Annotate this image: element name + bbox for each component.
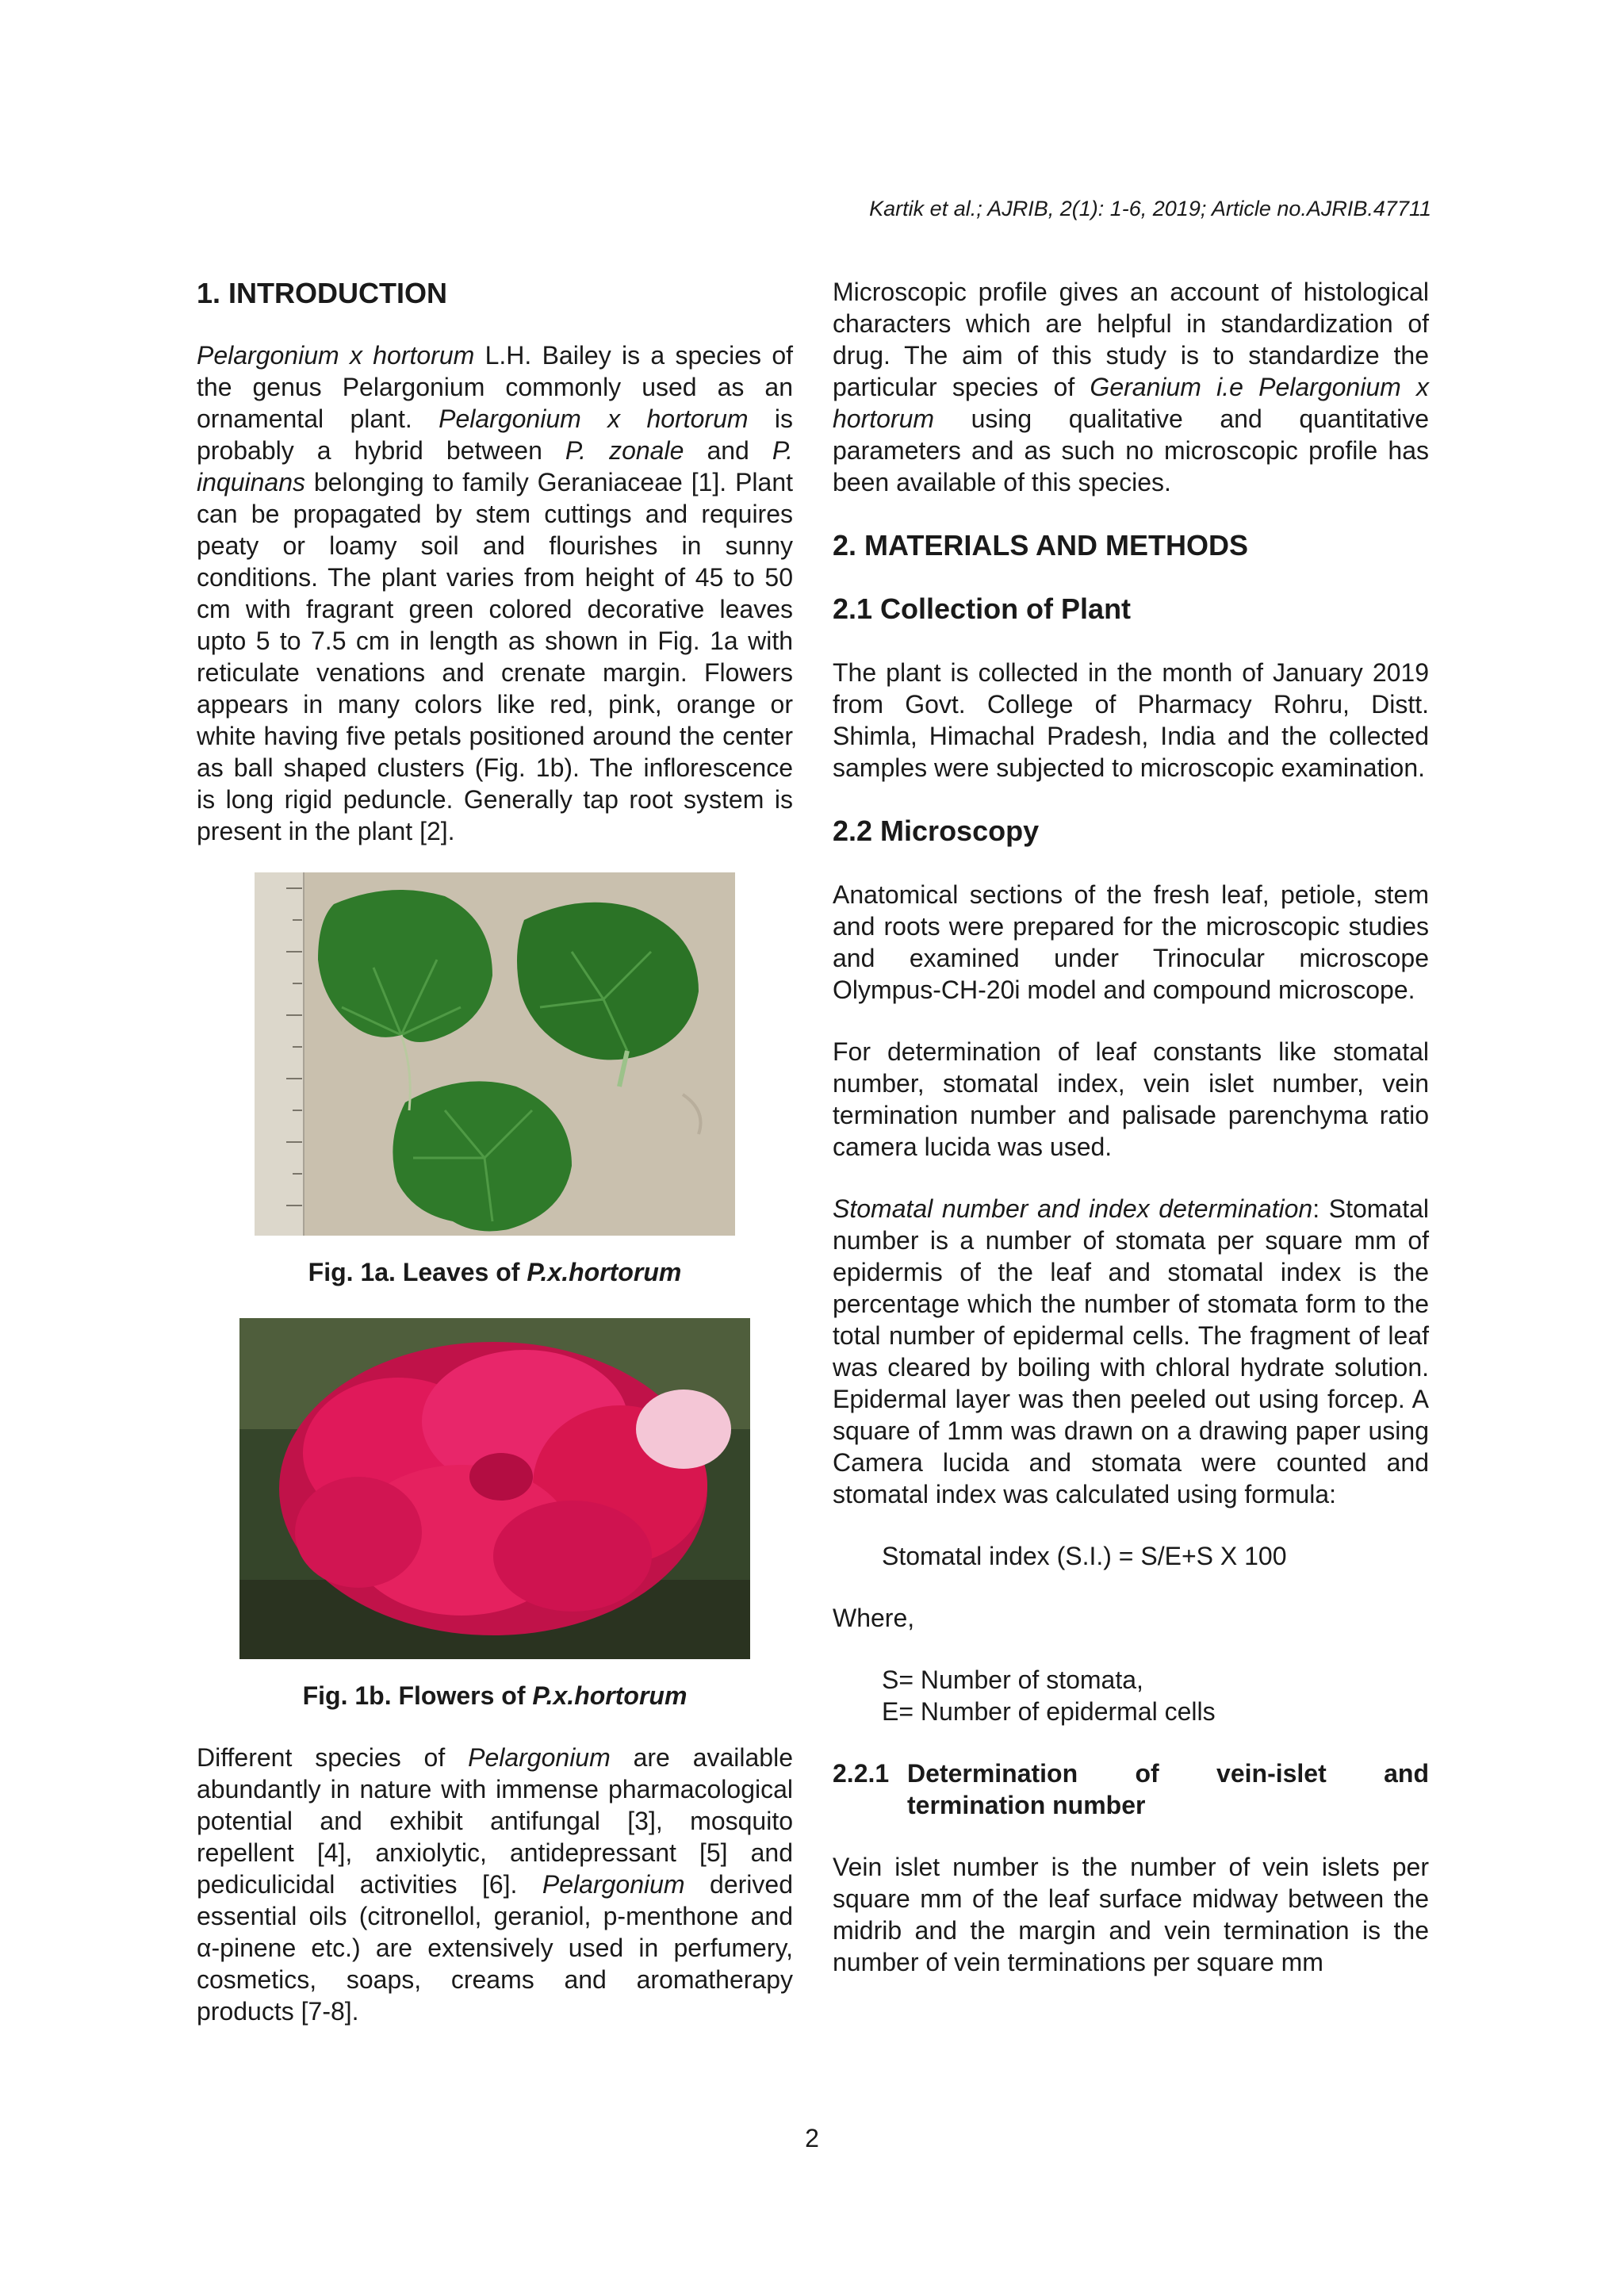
running-header: Kartik et al.; AJRIB, 2(1): 1-6, 2019; Article no.AJRIB.47711 [869, 197, 1431, 220]
vein-islet-heading-text: Determination of vein-islet and termination number [907, 1759, 1429, 1819]
page-number: 2 [805, 2124, 819, 2152]
left-column [197, 276, 793, 2027]
flowers-photo [239, 1318, 750, 1659]
microscopic-profile-paragraph: Microscopic profile gives an account of histological characters which are helpful in standardization of drug. The aim of this study is to standardize the particular species of Geranium i.e Pelargonium x hortorum using qualitative and quantitative parameters and as such no microscopic profile has been available of this species. [833, 278, 1429, 496]
figure-1a [197, 872, 793, 1288]
species-paragraph: Different species of Pelargonium are available abundantly in nature with immense pharmacological potential and exhibit antifungal [3], mosquito repellent [4], anxiolytic, antidepressant [5] and pediculicidal activities [6]. Pelargonium derived essential oils (citronellol, geraniol, p-menthone and α-pinene etc.) are extensively used in perfumery, cosmetics, soaps, creams and aromatherapy products [7-8]. [197, 1743, 794, 2026]
definition-s: S= Number of stomata, [882, 1665, 1143, 1694]
vein-islet-heading [833, 1757, 1429, 1821]
right-column [833, 276, 1429, 1978]
microscopy-paragraph: Anatomical sections of the fresh leaf, petiole, stem and roots were prepared for the microscopic studies and examined under Trinocular microscope Olympus-CH-20i model and compound microscope. [833, 880, 1429, 1004]
introduction-heading: 1. INTRODUCTION [197, 277, 448, 309]
where-label: Where, [833, 1604, 915, 1632]
figure-1a-caption: Fig. 1a. Leaves of P.x.hortorum [308, 1258, 682, 1286]
collection-heading: 2.1 Collection of Plant [833, 592, 1132, 625]
figure-1b-caption: Fig. 1b. Flowers of P.x.hortorum [302, 1681, 688, 1710]
leaves-photo [255, 872, 735, 1236]
leaf-constants-paragraph: For determination of leaf constants like stomatal number, stomatal index, vein islet number, vein termination number and palisade parenchyma ratio camera lucida was used. [833, 1037, 1429, 1161]
formula-definitions [882, 1664, 1429, 1727]
definition-e: E= Number of epidermal cells [882, 1697, 1216, 1726]
vein-islet-heading-number: 2.2.1 [833, 1759, 890, 1788]
figure-1b [197, 1318, 793, 1711]
microscopy-heading: 2.2 Microscopy [833, 815, 1040, 847]
collection-paragraph: The plant is collected in the month of January 2019 from Govt. College of Pharmacy Rohru, Distt. Shimla, Himachal Pradesh, India and the collected samples were subjected to microscopic examination. [833, 658, 1429, 782]
vein-islet-paragraph: Vein islet number is the number of vein islets per square mm of the leaf surface midway between the midrib and the margin and vein termination is the number of vein terminations per square mm [833, 1853, 1429, 1976]
stomatal-paragraph: Stomatal number and index determination: Stomatal number is a number of stomata per square mm of epidermis of the leaf and stomatal index is the percentage which the number of stomata form to the total number of epidermal cells. The fragment of leaf was cleared by boiling with chloral hydrate solution. Epidermal layer was then peeled out using forcep. A square of 1mm was drawn on a drawing paper using Camera lucida and stomata were counted and stomatal index was calculated using formula: [833, 1194, 1430, 1508]
materials-methods-heading: 2. MATERIALS AND METHODS [833, 529, 1249, 562]
introduction-paragraph: Pelargonium x hortorum L.H. Bailey is a species of the genus Pelargonium commonly used as an ornamental plant. Pelargonium x hortorum is probably a hybrid between P. zonale and P. inquinans belonging to family Geraniaceae [1]. Plant can be propagated by stem cuttings and requires peaty or loamy soil and flourishes in sunny conditions. The plant varies from height of 45 to 50 cm with fragrant green colored decorative leaves upto 5 to 7.5 cm in length as shown in Fig. 1a with reticulate venations and crenate margin. Flowers appears in many colors like red, pink, orange or white having five petals positioned around the center as ball shaped clusters (Fig. 1b). The inflorescence is long rigid peduncle. Generally tap root system is present in the plant [2]. [197, 341, 794, 845]
stomatal-index-formula: Stomatal index (S.I.) = S/E+S X 100 [882, 1542, 1287, 1570]
